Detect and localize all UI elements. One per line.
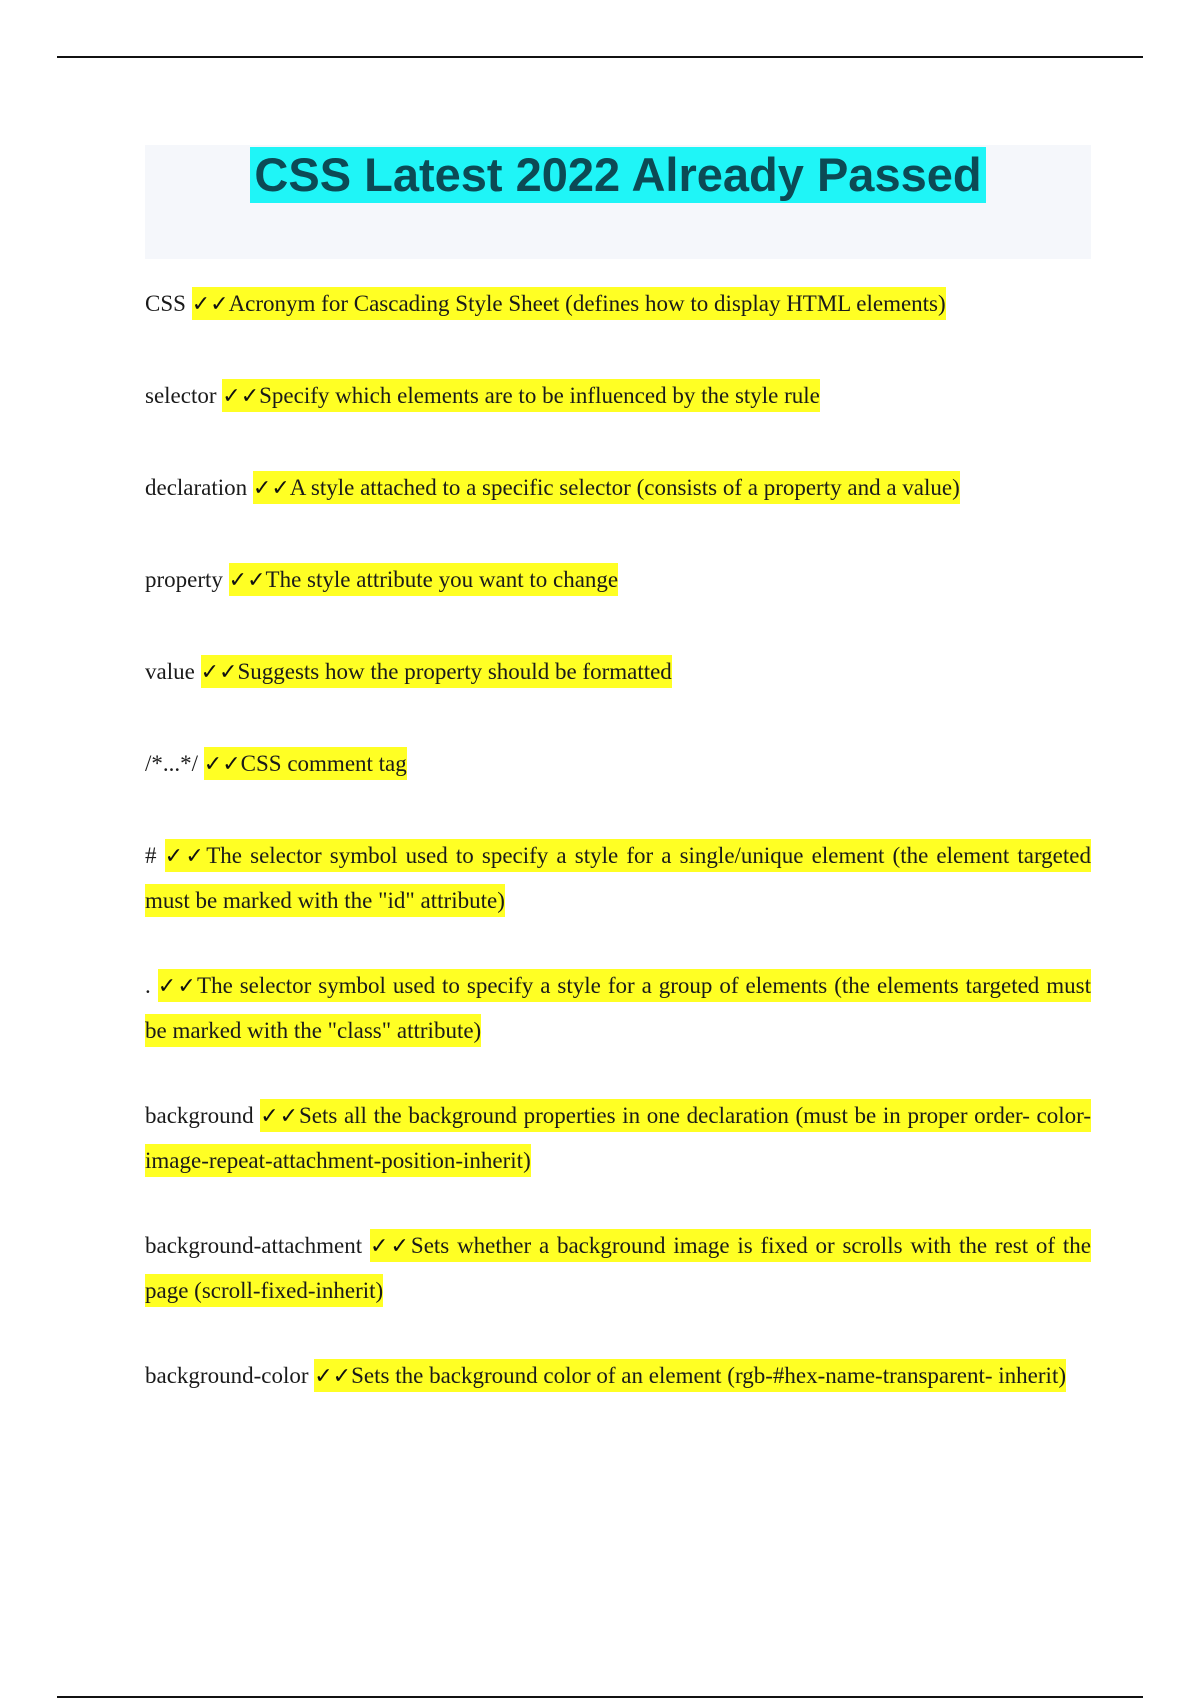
entry-term: value <box>145 659 195 684</box>
entry-definition <box>314 1359 1066 1392</box>
entry-definition-text: Suggests how the property should be formatted <box>237 659 672 684</box>
flashcard-entry <box>145 742 1091 787</box>
entry-term: declaration <box>145 475 248 500</box>
entry-definition-text: The selector symbol used to specify a style for a group of elements (the elements targeted must be marked with the "class" attribute) <box>145 973 1091 1043</box>
double-check-icon: ✓✓ <box>203 752 241 777</box>
entry-definition-text: Sets the background color of an element (rgb-#hex-name-transparent- inherit) <box>351 1363 1066 1388</box>
entry-definition-text: Specify which elements are to be influenced by the style rule <box>259 383 820 408</box>
title-band <box>145 145 1091 259</box>
entry-definition <box>145 969 1091 1047</box>
double-check-icon: ✓✓ <box>260 1104 299 1129</box>
double-check-icon: ✓✓ <box>200 660 238 685</box>
bottom-rule <box>57 1696 1143 1698</box>
double-check-icon: ✓✓ <box>164 844 207 869</box>
double-check-icon: ✓✓ <box>191 292 229 317</box>
double-check-icon: ✓✓ <box>157 974 198 999</box>
flashcard-entry <box>145 1354 1091 1399</box>
document-page <box>145 145 1091 1440</box>
flashcard-list <box>145 282 1091 1399</box>
flashcard-entry <box>145 650 1091 695</box>
flashcard-entry <box>145 466 1091 511</box>
entry-definition-text: Acronym for Cascading Style Sheet (defines how to display HTML elements) <box>228 291 946 316</box>
entry-definition <box>192 287 946 320</box>
entry-definition-text: A style attached to a specific selector (consists of a property and a value) <box>289 475 960 500</box>
entry-definition-text: CSS comment tag <box>240 751 407 776</box>
entry-term: /*...*/ <box>145 751 199 776</box>
double-check-icon: ✓✓ <box>369 1234 411 1259</box>
entry-definition <box>145 1099 1091 1177</box>
double-check-icon: ✓✓ <box>222 384 260 409</box>
flashcard-entry <box>145 558 1091 603</box>
entry-definition <box>222 379 820 412</box>
flashcard-entry <box>145 1094 1091 1183</box>
entry-definition <box>253 471 960 504</box>
top-rule <box>57 56 1143 58</box>
entry-definition-text: Sets whether a background image is fixed or scrolls with the rest of the page (scroll-fixed-inherit) <box>145 1233 1091 1303</box>
document-title: CSS Latest 2022 Already Passed <box>250 147 985 203</box>
flashcard-entry <box>145 374 1091 419</box>
entry-term: # <box>145 843 157 868</box>
entry-definition <box>201 655 672 688</box>
entry-definition-text: Sets all the background properties in one declaration (must be in proper order- color-image-repeat-attachment-position-inherit) <box>145 1103 1092 1173</box>
entry-term: background-color <box>145 1363 309 1388</box>
double-check-icon: ✓✓ <box>314 1364 352 1389</box>
entry-definition <box>229 563 618 596</box>
entry-term: selector <box>145 383 217 408</box>
entry-definition <box>145 839 1091 917</box>
double-check-icon: ✓✓ <box>252 476 290 501</box>
entry-term: background <box>145 1103 254 1128</box>
entry-term: property <box>145 567 223 592</box>
flashcard-entry <box>145 1224 1091 1313</box>
entry-term: background-attachment <box>145 1233 363 1258</box>
entry-definition-text: The style attribute you want to change <box>265 567 619 592</box>
flashcard-entry <box>145 282 1091 327</box>
flashcard-entry <box>145 834 1091 923</box>
double-check-icon: ✓✓ <box>228 568 266 593</box>
entry-definition-text: The selector symbol used to specify a style for a single/unique element (the element targeted must be marked with the "id" attribute) <box>145 843 1091 913</box>
entry-term: CSS <box>145 291 186 316</box>
entry-term: . <box>145 973 151 998</box>
flashcard-entry <box>145 964 1091 1053</box>
entry-definition <box>204 747 407 780</box>
